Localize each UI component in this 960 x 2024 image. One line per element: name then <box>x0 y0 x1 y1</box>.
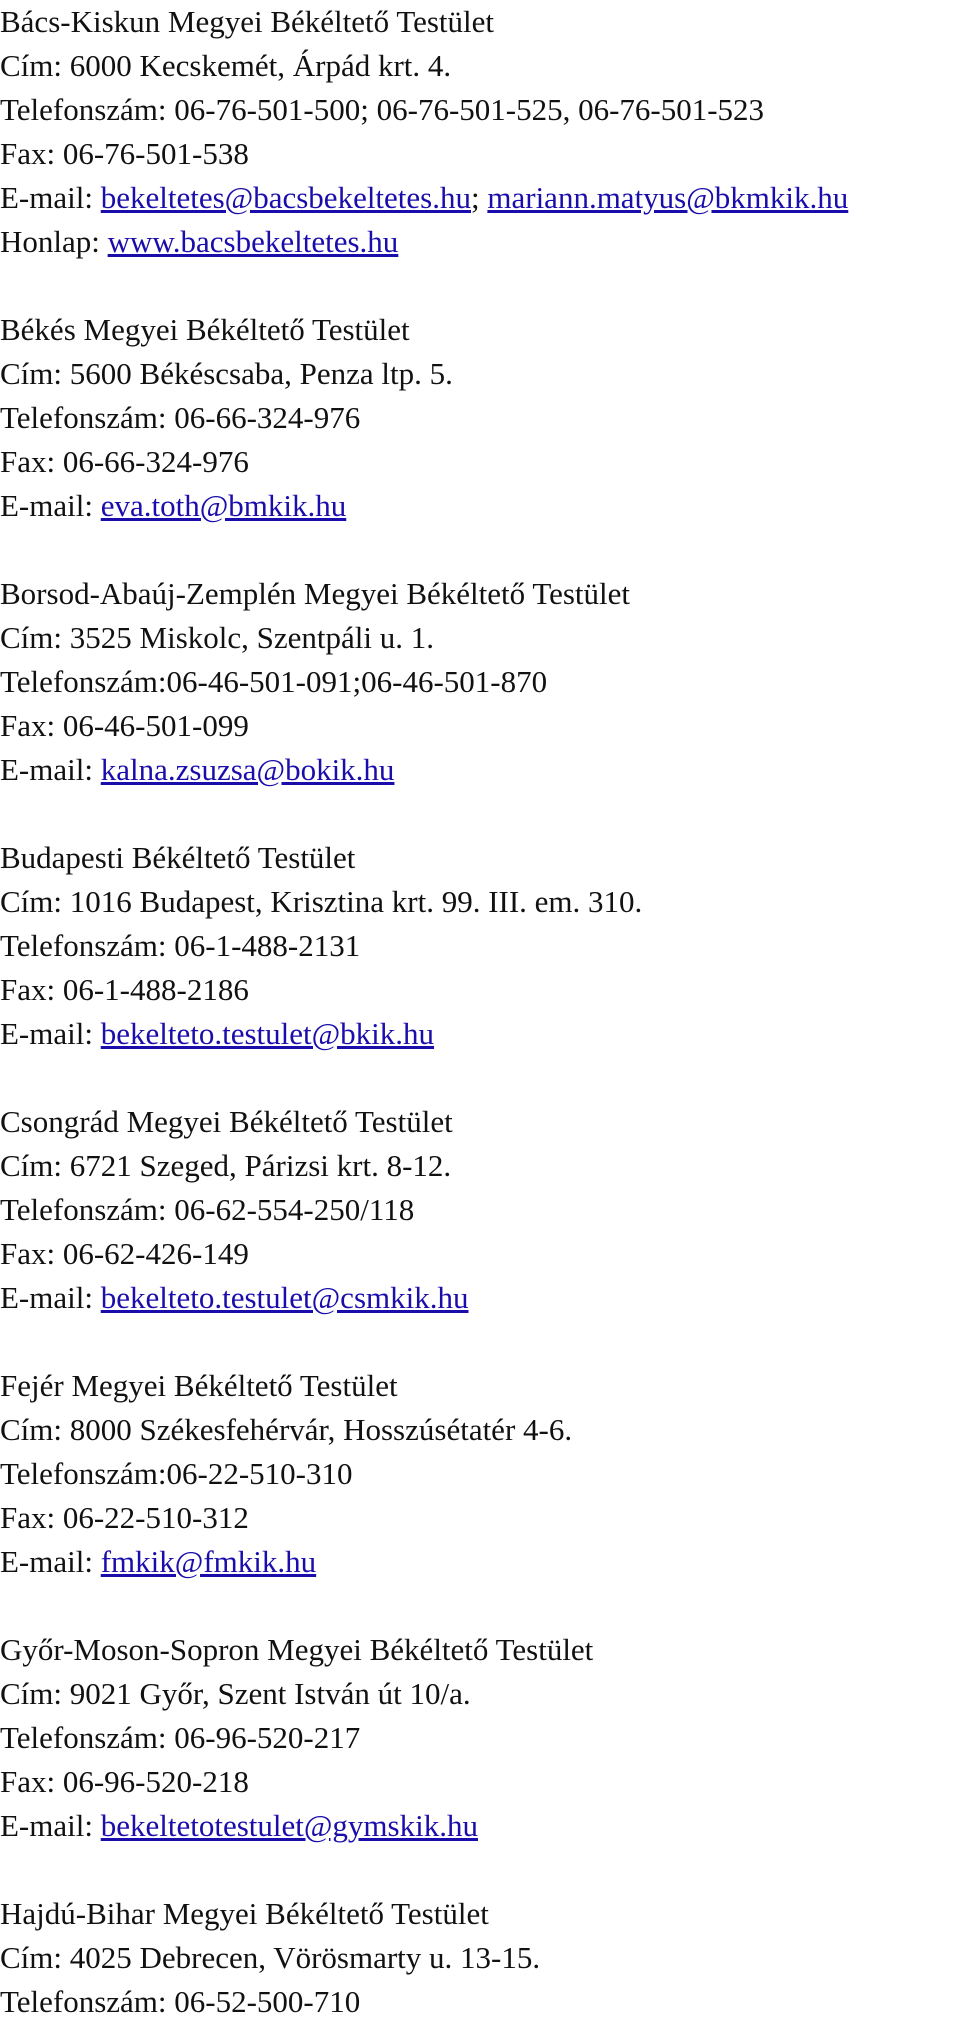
entry-fax: Fax: 06-46-501-099 <box>0 708 249 743</box>
email-label: E-mail: <box>0 752 101 787</box>
entry-name: Fejér Megyei Békéltető Testület <box>0 1368 398 1403</box>
email-label: E-mail: <box>0 1544 101 1579</box>
entry-fax: Fax: 06-22-510-312 <box>0 1500 249 1535</box>
entry-phone: Telefonszám: 06-76-501-500; 06-76-501-525, 06-76-501-523 <box>0 92 765 127</box>
entry-phone: Telefonszám: 06-62-554-250/118 <box>0 1192 415 1227</box>
email-label: E-mail: <box>0 180 101 215</box>
email-link[interactable]: eva.toth@bmkik.hu <box>100 488 347 523</box>
entry-phone: Telefonszám: 06-96-520-217 <box>0 1720 361 1755</box>
entry-address: Cím: 1016 Budapest, Krisztina krt. 99. III. em. 310. <box>0 884 643 919</box>
email-link[interactable]: kalna.zsuzsa@bokik.hu <box>100 752 395 787</box>
entry-email-line <box>0 176 848 220</box>
entry-name: Hajdú-Bihar Megyei Békéltető Testület <box>0 1896 489 1931</box>
entry-address: Cím: 6721 Szeged, Párizsi krt. 8-12. <box>0 1148 452 1183</box>
entry-address: Cím: 5600 Békéscsaba, Penza ltp. 5. <box>0 356 453 391</box>
entry-fax: Fax: 06-96-520-218 <box>0 1764 249 1799</box>
entry-phone: Telefonszám:06-22-510-310 <box>0 1456 353 1491</box>
entry-address: Cím: 6000 Kecskemét, Árpád krt. 4. <box>0 48 452 83</box>
entry-fax: Fax: 06-1-488-2186 <box>0 972 249 1007</box>
entry-email-line <box>0 1012 434 1056</box>
entry-phone: Telefonszám:06-46-501-091;06-46-501-870 <box>0 664 548 699</box>
entry-phone: Telefonszám: 06-1-488-2131 <box>0 928 361 963</box>
email-link[interactable]: bekeltetotestulet@gymskik.hu <box>100 1808 478 1843</box>
entry-web-line <box>0 220 398 264</box>
email-link[interactable]: fmkik@fmkik.hu <box>100 1544 317 1579</box>
email-link[interactable]: bekeltetes@bacsbekeltetes.hu <box>100 180 471 215</box>
entry-phone: Telefonszám: 06-52-500-710 <box>0 1984 361 2019</box>
entry-name: Békés Megyei Békéltető Testület <box>0 312 410 347</box>
email-label: E-mail: <box>0 1016 101 1051</box>
entry-address: Cím: 4025 Debrecen, Vörösmarty u. 13-15. <box>0 1940 541 1975</box>
entry-address: Cím: 8000 Székesfehérvár, Hosszúsétatér 4-6. <box>0 1412 573 1447</box>
entry-address: Cím: 9021 Győr, Szent István út 10/a. <box>0 1676 471 1711</box>
entry-address: Cím: 3525 Miskolc, Szentpáli u. 1. <box>0 620 434 655</box>
entry-fax: Fax: 06-76-501-538 <box>0 136 249 171</box>
entry-phone: Telefonszám: 06-66-324-976 <box>0 400 361 435</box>
entry-name: Csongrád Megyei Békéltető Testület <box>0 1104 453 1139</box>
website-link[interactable]: www.bacsbekeltetes.hu <box>107 224 399 259</box>
entry-email-line <box>0 1804 478 1848</box>
entry-fax: Fax: 06-66-324-976 <box>0 444 249 479</box>
entry-fax: Fax: 06-62-426-149 <box>0 1236 249 1271</box>
email-link[interactable]: bekelteto.testulet@bkik.hu <box>100 1016 435 1051</box>
email-label: E-mail: <box>0 1280 101 1315</box>
entry-email-line <box>0 748 394 792</box>
email-link[interactable]: mariann.matyus@bkmkik.hu <box>487 180 849 215</box>
entry-name: Budapesti Békéltető Testület <box>0 840 356 875</box>
email-label: E-mail: <box>0 1808 101 1843</box>
email-separator: ; <box>471 180 488 215</box>
web-label: Honlap: <box>0 224 108 259</box>
entry-name: Bács-Kiskun Megyei Békéltető Testület <box>0 4 495 39</box>
email-label: E-mail: <box>0 488 101 523</box>
entry-email-line <box>0 1276 468 1320</box>
entry-email-line <box>0 484 346 528</box>
entry-name: Borsod-Abaúj-Zemplén Megyei Békéltető Testület <box>0 576 631 611</box>
email-link[interactable]: bekelteto.testulet@csmkik.hu <box>100 1280 469 1315</box>
entry-name: Győr-Moson-Sopron Megyei Békéltető Testület <box>0 1632 594 1667</box>
entry-email-line <box>0 1540 316 1584</box>
